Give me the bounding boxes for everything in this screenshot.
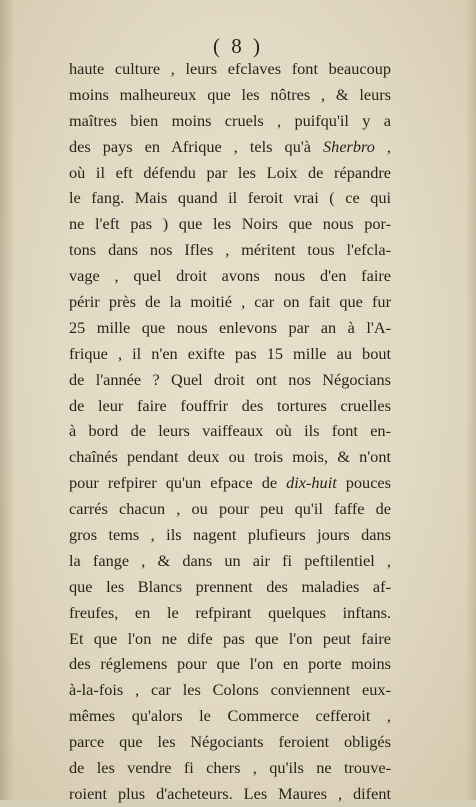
- text-line: la fange , & dans un air fi peftilentiel ,: [69, 550, 391, 570]
- page-edge-shadow: [466, 0, 476, 800]
- text-line: des réglemens pour que l'on en porte moins: [69, 654, 391, 674]
- body-text: [69, 56, 391, 807]
- text-line: tons dans nos Ifles , méritent tous l'efcla-: [69, 240, 391, 260]
- text-line: vage , quel droit avons nous d'en faire: [69, 266, 391, 286]
- text-line: à bord de leurs vaiffeaux où ils font en-: [69, 421, 391, 441]
- text-line: gros tems , ils nagent plufieurs jours dans: [69, 525, 391, 545]
- text-line: 25 mille que nous enlevons par an à l'A-: [69, 317, 391, 337]
- text-line: frique , il n'en exifte pas 15 mille au bout: [69, 343, 391, 363]
- text-line: freufes, en le refpirant quelques inftans.: [69, 602, 391, 622]
- text-line: le fang. Mais quand il feroit vrai ( ce qui: [69, 188, 391, 208]
- measure-italic: dix-huit: [286, 473, 337, 493]
- binding-shadow: [0, 0, 14, 800]
- text-line: périr près de la moitié , car on fait que fur: [69, 292, 391, 312]
- text-line: parce que les Négociants feroient obligés: [69, 732, 391, 752]
- text-line: à-la-fois , car les Colons conviennent eux-: [69, 680, 391, 700]
- text-line: roient plus d'acheteurs. Les Maures , difent: [69, 783, 391, 803]
- text-line: que les Blancs prennent des maladies af-: [69, 576, 391, 596]
- text-line: pour refpirer qu'un efpace de dix-huit pouces: [69, 473, 391, 493]
- place-name-italic: Sherbro: [323, 136, 375, 156]
- text-line: carrés chacun , ou pour peu qu'il faffe de: [69, 499, 391, 519]
- text-line: haute culture , leurs efclaves font beaucoup: [69, 59, 391, 78]
- text-line: de leur faire fouffrir des tortures cruelles: [69, 395, 391, 415]
- page-number: ( 8 ): [213, 34, 263, 58]
- text-line: de l'année ? Quel droit ont nos Négocians: [69, 369, 391, 389]
- text-line: chaînés pendant deux ou trois mois, & n'ont: [69, 447, 391, 467]
- text-line: où il eft défendu par les Loix de répandre: [69, 162, 391, 182]
- text-line: moins malheureux que les nôtres , & leurs: [69, 84, 391, 104]
- text-line: ne l'eft pas ) que les Noirs que nous por-: [69, 214, 391, 234]
- text-line: Et que l'on ne dife pas que l'on peut faire: [69, 628, 391, 648]
- text-line: de les vendre fi chers , qu'ils ne trouve-: [69, 758, 391, 778]
- text-line: des pays en Afrique , tels qu'à Sherbro ,: [69, 136, 391, 156]
- text-line: maîtres bien moins cruels , puifqu'il y a: [69, 110, 391, 130]
- text-line: mêmes qu'alors le Commerce cefferoit ,: [69, 706, 391, 726]
